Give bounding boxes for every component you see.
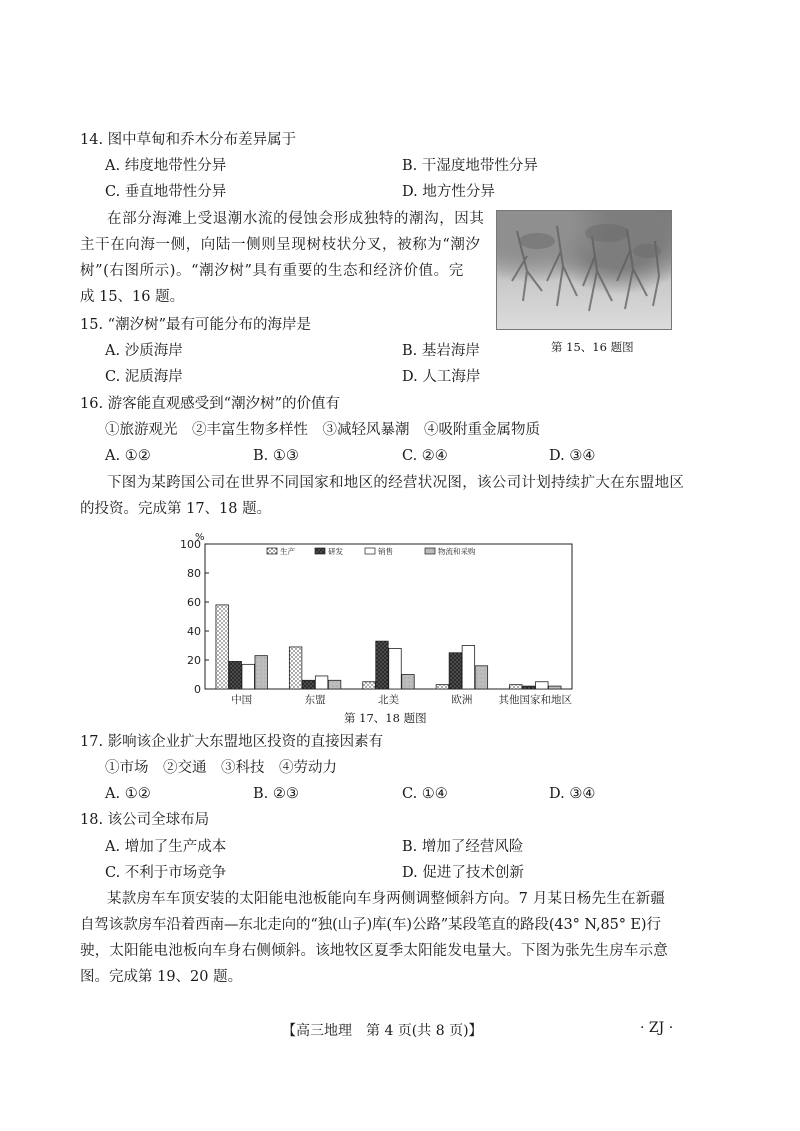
q17-stem: 17. 影响该企业扩大东盟地区投资的直接因素有 [80, 734, 384, 750]
bar [229, 661, 242, 689]
legend-label: 销售 [378, 547, 393, 556]
bar [363, 682, 376, 689]
q18-option-c: C. 不利于市场竞争 [105, 865, 227, 881]
footer-page-info: 【高三地理 第 4 页(共 8 页)】 [282, 1023, 483, 1039]
intro19-line3: 驶，太阳能电池板向车身右侧倾斜。该地牧区夏季太阳能发电量大。下图为张先生房车示意 [80, 943, 668, 959]
x-category-label: 北美 [378, 694, 399, 706]
q14-option-d: D. 地方性分异 [402, 184, 495, 200]
intro15-line3: 树”(右图所示)。“潮汐树”具有重要的生态和经济价值。完 [80, 263, 464, 279]
legend-swatch [365, 548, 375, 554]
q18-stem: 18. 该公司全球布局 [80, 812, 210, 828]
q16-option-d: D. ③④ [549, 448, 596, 464]
q17-option-d: D. ③④ [549, 786, 596, 802]
bar [255, 656, 268, 689]
bar [523, 686, 536, 689]
bar [216, 605, 229, 689]
intro19-line1: 某款房车车顶安装的太阳能电池板能向车身两侧调整倾斜方向。7 月某日杨先生在新疆 [107, 891, 666, 907]
legend-swatch [315, 548, 325, 554]
y-axis-unit: % [195, 532, 205, 543]
q16-items: ①旅游观光 ②丰富生物多样性 ③减轻风暴潮 ④吸附重金属物质 [105, 422, 540, 438]
intro15-line1: 在部分海滩上受退潮水流的侵蚀会形成独特的潮沟，因其 [107, 211, 485, 227]
intro17-line2: 的投资。完成第 17、18 题。 [80, 501, 272, 517]
q16-stem: 16. 游客能直观感受到“潮汐树”的价值有 [80, 396, 340, 412]
bar [302, 680, 315, 689]
intro19-line4: 图。完成第 19、20 题。 [80, 969, 243, 985]
photo-caption: 第 15、16 题图 [551, 340, 634, 354]
q17-option-c: C. ①④ [402, 786, 448, 802]
bar [402, 675, 415, 690]
bar [536, 682, 549, 689]
tidal-tree-photo [496, 210, 672, 330]
bar [436, 685, 449, 689]
q15-option-a: A. 沙质海岸 [105, 343, 183, 359]
bar [462, 646, 475, 690]
y-tick-label: 0 [194, 683, 201, 696]
q15-stem: 15. “潮汐树”最有可能分布的海岸是 [80, 317, 311, 333]
q17-items: ①市场 ②交通 ③科技 ④劳动力 [105, 760, 337, 776]
y-tick-label: 40 [187, 625, 201, 638]
q18-option-b: B. 增加了经营风险 [402, 839, 524, 855]
intro15-line4: 成 15、16 题。 [80, 289, 185, 305]
q14-option-a: A. 纬度地带性分异 [105, 158, 227, 174]
bar [289, 647, 302, 689]
bar [475, 666, 488, 689]
footer-code: · ZJ · [640, 1020, 674, 1036]
intro17-line1: 下图为某跨国公司在世界不同国家和地区的经营状况图，该公司计划持续扩大在东盟地区 [107, 475, 685, 491]
y-tick-label: 20 [187, 654, 201, 667]
q16-option-b: B. ①③ [253, 448, 299, 464]
legend-label: 物流和采购 [438, 547, 476, 556]
business-bar-chart [175, 528, 595, 726]
q16-option-c: C. ②④ [402, 448, 448, 464]
bar [315, 676, 328, 689]
bar [510, 685, 523, 689]
q15-option-c: C. 泥质海岸 [105, 369, 183, 385]
q14-option-c: C. 垂直地带性分异 [105, 184, 227, 200]
legend-swatch [267, 548, 277, 554]
x-category-label: 中国 [231, 694, 253, 706]
intro19-line2: 自驾该款房车沿着西南—东北走向的“独(山子)库(车)公路”某段笔直的路段(43° N,85° E)行 [80, 917, 661, 933]
q15-option-b: B. 基岩海岸 [402, 343, 480, 359]
bar [328, 680, 341, 689]
q15-option-d: D. 人工海岸 [402, 369, 481, 385]
legend-label: 研发 [328, 547, 343, 556]
legend-label: 生产 [280, 547, 295, 556]
legend-swatch [425, 548, 435, 554]
bar [389, 648, 402, 689]
q18-option-a: A. 增加了生产成本 [105, 839, 227, 855]
chart-caption: 第 17、18 题图 [344, 711, 427, 725]
y-tick-label: 80 [187, 567, 201, 580]
x-category-label: 东盟 [304, 694, 326, 706]
x-category-label: 其他国家和地区 [498, 694, 573, 706]
q16-option-a: A. ①② [105, 448, 151, 464]
intro15-line2: 主干在向海一侧，向陆一侧则呈现树枝状分叉，被称为“潮汐 [80, 237, 481, 253]
q14-option-b: B. 干湿度地带性分异 [402, 158, 538, 174]
bar [549, 686, 562, 689]
y-tick-label: 60 [187, 596, 201, 609]
x-category-label: 欧洲 [451, 694, 473, 706]
q17-option-a: A. ①② [105, 786, 151, 802]
bar [376, 641, 389, 689]
q18-option-d: D. 促进了技术创新 [402, 865, 524, 881]
bar [449, 653, 462, 689]
q14-stem: 14. 图中草甸和乔木分布差异属于 [80, 132, 297, 148]
q17-option-b: B. ②③ [253, 786, 299, 802]
bar [242, 664, 255, 689]
y-tick-label: 100 [180, 538, 201, 551]
